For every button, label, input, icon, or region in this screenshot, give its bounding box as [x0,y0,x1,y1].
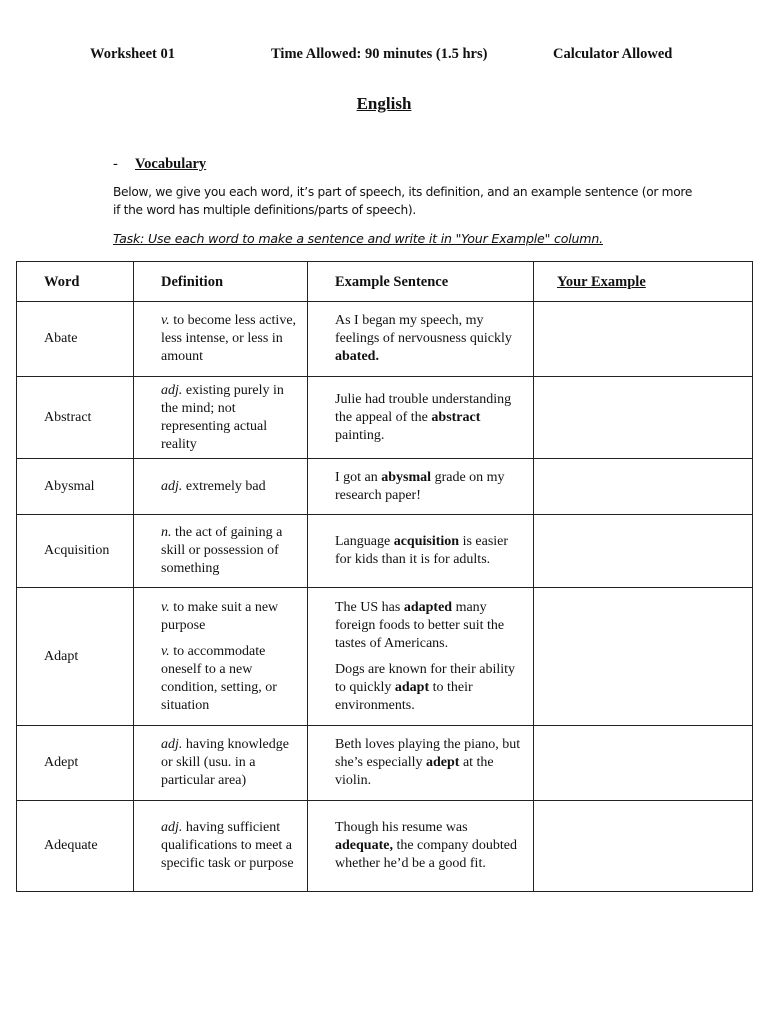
your-example-cell[interactable] [534,588,753,726]
table-row [17,515,753,588]
definition-text: to become less active, less intense, or less in amount [161,313,297,364]
part-of-speech: adj. [161,382,183,398]
example-text: is easier for kids than it is for adults. [335,534,509,567]
your-example-cell[interactable] [534,459,753,515]
table-row [17,377,753,459]
table-row [17,801,753,892]
example-cell [308,515,534,588]
part-of-speech: adj. [161,820,183,835]
column-header-definition: Definition [134,262,308,302]
definition-block [161,599,301,635]
your-example-cell[interactable] [534,377,753,459]
definition-text: having sufficient qualifications to meet a specific task or purpose [161,820,294,871]
example-text: Beth loves playing the piano, but she’s especially [335,737,521,770]
example-text: I got an [335,469,382,485]
word-cell: Abate [17,302,134,377]
your-example-cell[interactable] [534,515,753,588]
part-of-speech: v. [161,643,170,659]
definition-text: to make suit a new purpose [161,599,279,633]
word-cell: Adapt [17,588,134,726]
example-cell [308,726,534,801]
worksheet-number: Worksheet 01 [90,46,175,62]
example-keyword: adapt [394,679,430,695]
your-example-cell[interactable] [534,726,753,801]
example-text: painting. [335,427,385,443]
calculator-note: Calculator Allowed [553,46,673,62]
definition-text: having knowledge or skill (usu. in a particular area) [161,737,289,788]
vocabulary-table [16,261,753,892]
your-example-cell[interactable] [534,302,753,377]
definition-cell [134,801,308,892]
definition-cell [134,377,308,459]
part-of-speech: adj. [161,478,183,494]
task-instruction: Task: Use each word to make a sentence and write it in "Your Example" column. [113,231,603,246]
example-cell [308,459,534,515]
table-row [17,726,753,801]
example-keyword: abysmal [381,469,432,485]
your-example-cell[interactable] [534,801,753,892]
column-header-word: Word [17,262,134,302]
example-cell [308,302,534,377]
word-cell: Abysmal [17,459,134,515]
example-cell [308,377,534,459]
definition-text: to accommodate oneself to a new condition, setting, or situation [161,643,277,713]
part-of-speech: v. [161,599,170,615]
table-row [17,302,753,377]
column-header-your-example: Your Example [534,262,753,302]
page-title: English [356,94,412,113]
example-block [335,661,527,715]
definition-cell [134,588,308,726]
example-text: many foreign foods to better suit the tastes of Americans. [335,599,505,651]
word-cell: Acquisition [17,515,134,588]
example-text: to their environments. [335,679,473,713]
example-text: As I began my speech, my feelings of nervousness quickly [335,313,512,346]
example-text: Julie had trouble understanding the appeal of the [335,391,512,425]
example-text: Though his resume was [335,820,468,835]
section-label: Vocabulary [135,156,207,172]
column-header-example: Example Sentence [308,262,534,302]
definition-cell [134,459,308,515]
part-of-speech: n. [161,525,172,540]
part-of-speech: v. [161,313,170,328]
intro-text: Below, we give you each word, it’s part of speech, its definition, and an example sentence (or more if the word has multiple definitions/parts of speech). [113,185,693,217]
bullet-dash: - [113,156,118,172]
example-text: at the violin. [335,755,494,788]
example-text: The US has [335,599,404,615]
example-keyword: abstract [431,409,481,425]
definition-text: extremely bad [182,478,266,494]
definition-text: the act of gaining a skill or possession of something [161,525,283,576]
word-cell: Adequate [17,801,134,892]
example-keyword: adept [425,755,460,770]
example-text: Dogs are known for their ability to quickly [335,661,516,695]
table-header-row [17,262,753,302]
example-text: Language [335,534,394,549]
definition-text: existing purely in the mind; not representing actual reality [161,382,284,452]
section-heading [113,156,206,173]
definition-block [161,643,301,715]
example-text: the company doubted whether he’d be a good fit. [335,838,517,871]
example-keyword: acquisition [393,534,460,549]
example-keyword: adapted [403,599,453,615]
table-row [17,459,753,515]
word-cell: Adept [17,726,134,801]
definition-cell [134,515,308,588]
example-cell [308,801,534,892]
example-keyword: abated. [335,349,379,364]
example-cell [308,588,534,726]
table-row [17,588,753,726]
example-keyword: adequate, [335,838,393,853]
example-block [335,599,527,653]
definition-cell [134,302,308,377]
word-cell: Abstract [17,377,134,459]
definition-cell [134,726,308,801]
part-of-speech: adj. [161,737,183,752]
time-allowed: Time Allowed: 90 minutes (1.5 hrs) [271,46,488,62]
example-text: grade on my research paper! [335,469,505,503]
